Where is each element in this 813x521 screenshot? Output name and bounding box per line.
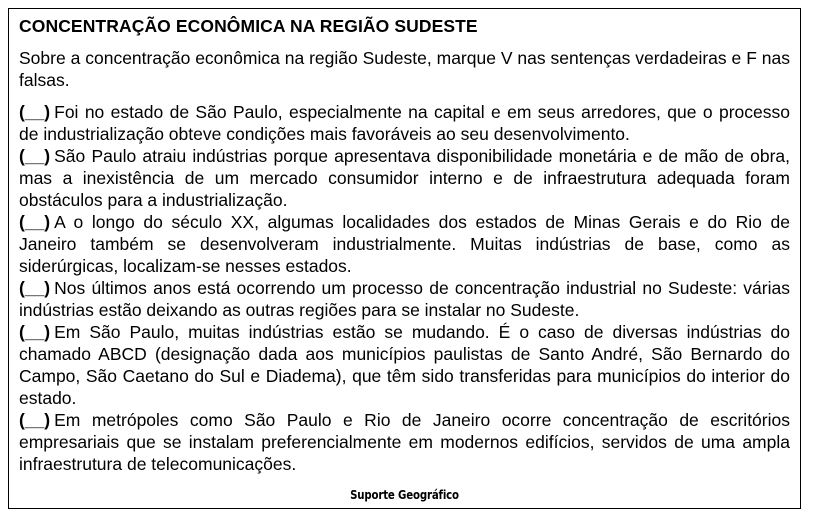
worksheet-frame (8, 8, 801, 509)
statement-2-text: São Paulo atraiu indústrias porque apresentava disponibilidade monetária e de mão de obra, mas a inexistência de um mercado consumidor interno e de infraestrutura adequada foram obstáculos para a industrialização. (19, 146, 790, 210)
worksheet-title: CONCENTRAÇÃO ECONÔMICA NA REGIÃO SUDESTE (19, 16, 478, 36)
statement-4-text: Nos últimos anos está ocorrendo um processo de concentração industrial no Sudeste: várias indústrias estão deixando as outras regiões para se instalar no Sudeste. (19, 278, 790, 320)
statement-5-text: Em São Paulo, muitas indústrias estão se mudando. É o caso de diversas indústrias do chamado ABCD (designação dada aos municípios paulistas de Santo André, São Bernardo do Campo, São Caetano do Sul e Diadema), que têm sido transferidas para municípios do interior do estado. (19, 322, 790, 408)
answer-blank-1[interactable]: (__) (19, 102, 51, 122)
answer-blank-4[interactable]: (__) (19, 278, 51, 298)
statement-2 (19, 145, 790, 211)
statement-1 (19, 101, 790, 145)
answer-blank-2[interactable]: (__) (19, 146, 51, 166)
instructions: Sobre a concentração econômica na região Sudeste, marque V nas sentenças verdadeiras e F nas falsas. (19, 48, 790, 90)
answer-blank-6[interactable]: (__) (19, 410, 51, 430)
statement-3 (19, 211, 790, 277)
statement-5 (19, 321, 790, 409)
statement-1-text: Foi no estado de São Paulo, especialmente na capital e em seus arredores, que o processo de industrialização obteve condições mais favoráveis ao seu desenvolvimento. (19, 102, 790, 144)
answer-blank-5[interactable]: (__) (19, 322, 51, 342)
statement-4 (19, 277, 790, 321)
statement-3-text: A o longo do século XX, algumas localidades dos estados de Minas Gerais e do Rio de Janeiro também se desenvolveram industrialmente. Muitas indústrias de base, como as siderúrgicas, localizam-se nesses estados. (19, 212, 790, 276)
source-credit: Suporte Geográfico (350, 488, 459, 502)
answer-blank-3[interactable]: (__) (19, 212, 51, 232)
statement-6-text: Em metrópoles como São Paulo e Rio de Janeiro ocorre concentração de escritórios empresariais que se instalam preferencialmente em modernos edifícios, servidos de uma ampla infraestrutura de telecomunicações. (19, 410, 790, 474)
statement-6 (19, 409, 790, 475)
